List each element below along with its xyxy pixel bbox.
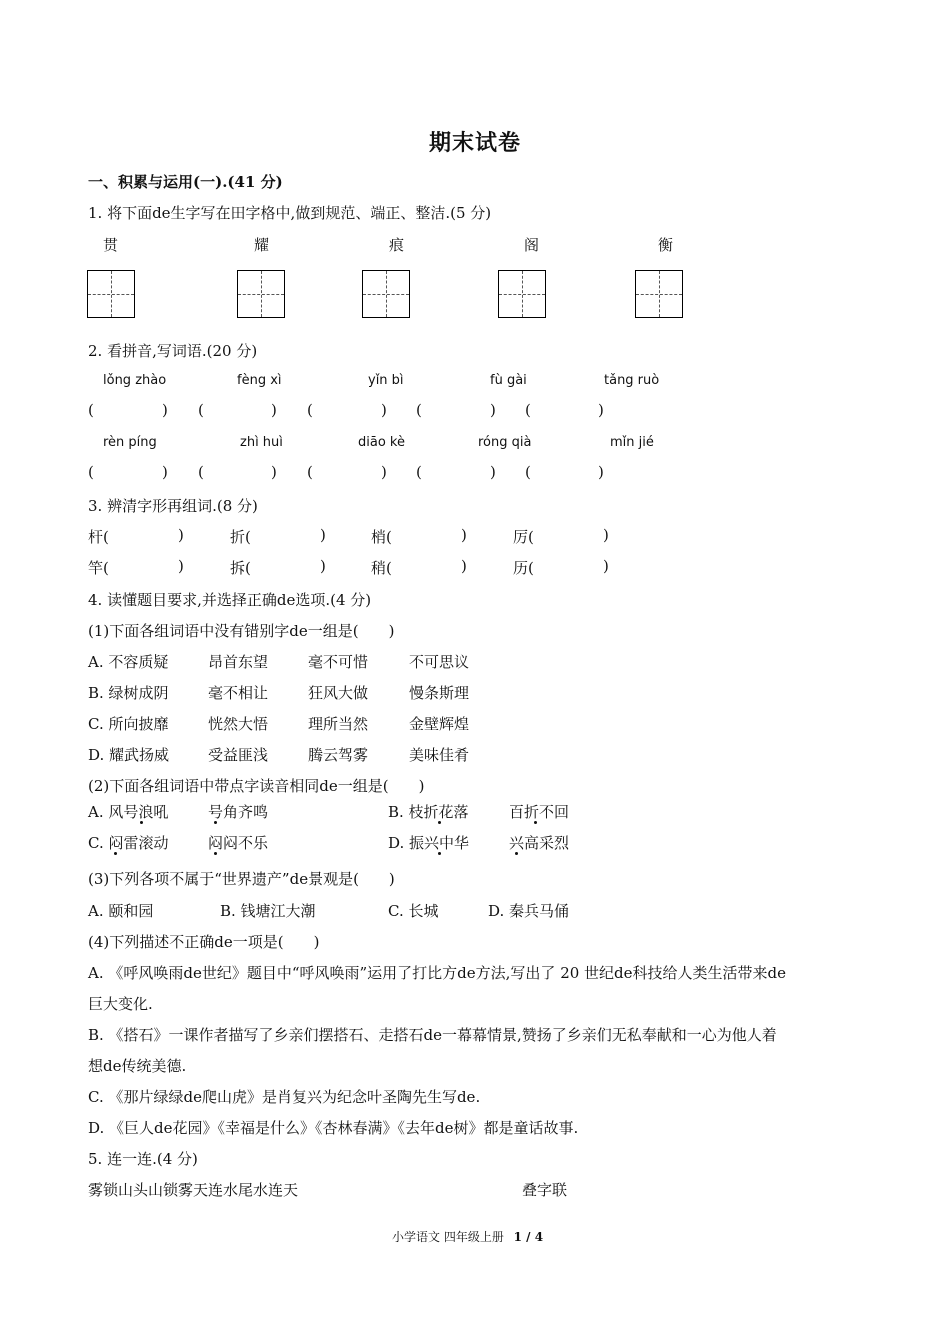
option-item: 毫不相让 [208, 684, 269, 702]
section-heading: 一、积累与运用(一).(41 分) [88, 173, 283, 191]
question-2-prompt: 2. 看拼音,写词语.(20 分) [88, 342, 258, 360]
option-item: C. 长城 [388, 902, 439, 920]
option-item: 毫不可惜 [308, 653, 369, 671]
pinyin: mǐn jié [610, 435, 654, 450]
question-4-prompt: 4. 读懂题目要求,并选择正确de选项.(4 分) [88, 591, 372, 609]
option-item: 腾云驾雾 [308, 746, 369, 764]
char-group: 折( [230, 528, 251, 546]
sub-question-2: (2)下面各组词语中带点字读音相同de一组是( ) [88, 777, 425, 795]
footer-subject: 小学语文 四年级上册 [392, 1230, 504, 1244]
option-item: 慢条斯理 [409, 684, 470, 702]
answer-paren-close: ) [381, 463, 387, 481]
option-item: 美味佳肴 [409, 746, 470, 764]
answer-paren-close: ) [598, 463, 604, 481]
option-item: 金壁辉煌 [409, 715, 470, 733]
option-item: B. 钱塘江大潮 [220, 902, 316, 920]
pinyin: rèn píng [103, 435, 157, 450]
tianzige-box[interactable] [237, 270, 285, 318]
option-text: B. 《搭石》一课作者描写了乡亲们摆搭石、走搭石de一幕幕情景,赞扬了乡亲们无私奉献和一心为他人着 [88, 1026, 777, 1044]
option-item: 理所当然 [308, 715, 369, 733]
option-text: 巨大变化. [88, 995, 153, 1013]
answer-paren-close: ) [162, 401, 168, 419]
char-label: 耀 [254, 236, 270, 254]
option-item: C. 所向披靡 [88, 715, 169, 733]
match-left-item[interactable]: 雾锁山头山锁雾天连水尾水连天 [88, 1181, 299, 1199]
emphasis-dot [140, 821, 143, 824]
option-item: 受益匪浅 [208, 746, 269, 764]
char-label: 贯 [103, 236, 119, 254]
pinyin: tǎng ruò [604, 373, 660, 388]
emphasis-dot [214, 852, 217, 855]
option-item: A. 颐和园 [88, 902, 154, 920]
tianzige-box[interactable] [87, 270, 135, 318]
emphasis-dot [438, 821, 441, 824]
page-title: 期末试卷 [429, 130, 522, 156]
answer-paren-close: ) [490, 401, 496, 419]
sub-question-4: (4)下列描述不正确de一项是( ) [88, 933, 320, 951]
answer-paren-close: ) [598, 401, 604, 419]
answer-paren-close: ) [461, 526, 467, 544]
answer-paren-open: ( [525, 401, 531, 419]
answer-paren-open: ( [88, 463, 94, 481]
question-5-prompt: 5. 连一连.(4 分) [88, 1150, 198, 1168]
option-item: 狂风大做 [308, 684, 369, 702]
pinyin: fèng xì [237, 373, 282, 388]
sub-question-1: (1)下面各组词语中没有错别字de一组是( ) [88, 622, 395, 640]
char-group: 杆( [88, 528, 109, 546]
option-item: B. 绿树成阴 [88, 684, 169, 702]
option-text: C. 《那片绿绿de爬山虎》是肖复兴为纪念叶圣陶先生写de. [88, 1088, 481, 1106]
emphasis-dot [438, 852, 441, 855]
answer-paren-close: ) [271, 401, 277, 419]
char-group: 稍( [371, 559, 392, 577]
char-group: 厉( [513, 528, 534, 546]
option-text: D. 《巨人de花园》《幸福是什么》《杏林春满》《去年de树》都是童话故事. [88, 1119, 579, 1137]
answer-paren-close: ) [603, 526, 609, 544]
pinyin: yǐn bì [368, 373, 404, 388]
tianzige-box[interactable] [635, 270, 683, 318]
answer-paren-close: ) [381, 401, 387, 419]
answer-paren-close: ) [178, 526, 184, 544]
answer-paren-close: ) [461, 557, 467, 575]
match-right-item[interactable]: 叠字联 [522, 1181, 568, 1199]
page-number: 1 / 4 [513, 1230, 544, 1244]
answer-paren-close: ) [320, 557, 326, 575]
char-group: 竿( [88, 559, 109, 577]
option-item: 兴高采烈 [509, 834, 570, 852]
question-1-prompt: 1. 将下面de生字写在田字格中,做到规范、端正、整洁.(5 分) [88, 204, 492, 222]
char-group: 梢( [371, 528, 392, 546]
option-item: 闷闷不乐 [208, 834, 269, 852]
tianzige-box[interactable] [362, 270, 410, 318]
answer-paren-open: ( [198, 463, 204, 481]
answer-paren-close: ) [320, 526, 326, 544]
char-label: 痕 [389, 236, 405, 254]
option-item: B. 枝折花落 [388, 803, 469, 821]
answer-paren-close: ) [490, 463, 496, 481]
char-group: 历( [513, 559, 534, 577]
pinyin: fù gài [490, 373, 527, 388]
sub-question-3: (3)下列各项不属于“世界遗产”de景观是( ) [88, 870, 395, 888]
option-item: 百折不回 [509, 803, 570, 821]
answer-paren-close: ) [603, 557, 609, 575]
question-3-prompt: 3. 辨清字形再组词.(8 分) [88, 497, 258, 515]
answer-paren-open: ( [307, 463, 313, 481]
char-label: 阁 [524, 236, 540, 254]
option-item: A. 不容质疑 [88, 653, 169, 671]
answer-paren-open: ( [88, 401, 94, 419]
option-text: A. 《呼风唤雨de世纪》题目中“呼风唤雨”运用了打比方de方法,写出了 20 世纪de科技给人类生活带来de [88, 964, 787, 982]
pinyin: róng qià [478, 435, 532, 450]
option-item: D. 耀武扬威 [88, 746, 170, 764]
answer-paren-close: ) [162, 463, 168, 481]
option-text: 想de传统美德. [88, 1057, 187, 1075]
answer-paren-open: ( [198, 401, 204, 419]
pinyin: zhì huì [240, 435, 283, 450]
pinyin: lǒng zhào [103, 373, 167, 388]
page-footer [392, 1228, 543, 1245]
tianzige-box[interactable] [498, 270, 546, 318]
emphasis-dot [214, 821, 217, 824]
option-item: C. 闷雷滚动 [88, 834, 169, 852]
option-item: D. 秦兵马俑 [488, 902, 570, 920]
emphasis-dot [515, 852, 518, 855]
answer-paren-close: ) [271, 463, 277, 481]
emphasis-dot [114, 852, 117, 855]
answer-paren-close: ) [178, 557, 184, 575]
answer-paren-open: ( [307, 401, 313, 419]
answer-paren-open: ( [525, 463, 531, 481]
answer-paren-open: ( [416, 401, 422, 419]
pinyin: diāo kè [358, 435, 405, 450]
option-item: 恍然大悟 [208, 715, 269, 733]
option-item: 昂首东望 [208, 653, 269, 671]
emphasis-dot [534, 821, 537, 824]
answer-paren-open: ( [416, 463, 422, 481]
option-item: 不可思议 [409, 653, 470, 671]
char-label: 衡 [658, 236, 674, 254]
char-group: 拆( [230, 559, 251, 577]
option-item: D. 振兴中华 [388, 834, 470, 852]
option-item: A. 风号浪吼 [88, 803, 169, 821]
option-item: 号角齐鸣 [208, 803, 269, 821]
